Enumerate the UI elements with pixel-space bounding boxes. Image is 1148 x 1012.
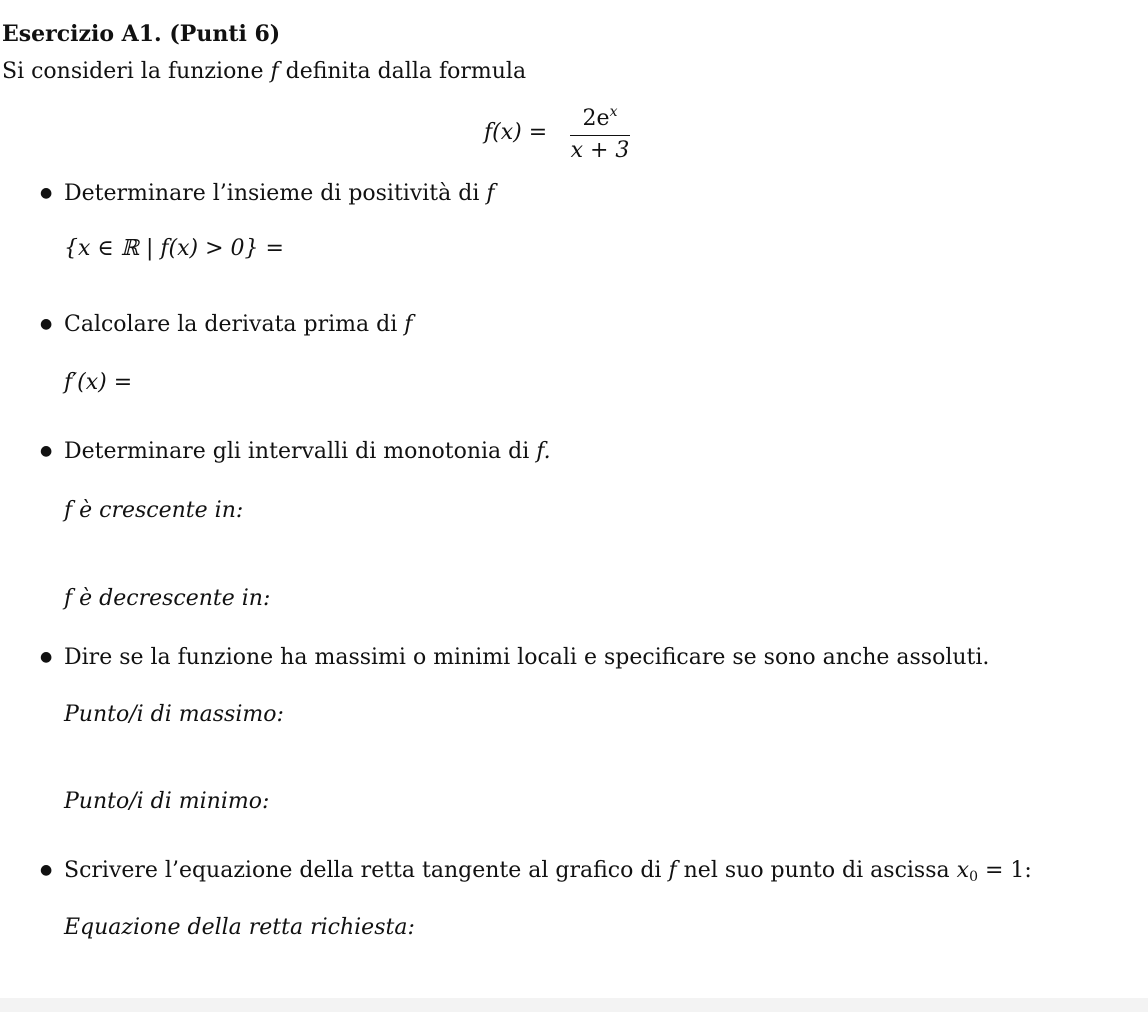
fraction-bar [570, 135, 630, 136]
exercise-title: Esercizio A1. (Punti 6) [2, 21, 281, 47]
answer-tangent-equation: Equazione della retta richiesta: [64, 915, 415, 940]
bullet-icon: ● [40, 443, 53, 459]
item-extrema: Dire se la funzione ha massimi o minimi locali e specificare se sono anche assoluti. [64, 645, 990, 670]
answer-decreasing: f è decrescente in: [64, 586, 271, 611]
item-tangent-line: Scrivere l’equazione della retta tangente al grafico di f nel suo punto di ascissa $x_0 = 1$: [64, 858, 1032, 885]
formula-lhs: f(x) = [484, 120, 548, 145]
formula-denominator: x + 3 [570, 138, 630, 163]
formula-fraction [570, 104, 630, 164]
answer-positivity-set: {x ∈ ℝ | f(x) > 0} = [64, 236, 284, 261]
bullet-icon: ● [40, 316, 53, 332]
bullet-icon: ● [40, 649, 53, 665]
item-monotonicity: Determinare gli intervalli di monotonia di f. [64, 439, 551, 464]
answer-minimum-points: Punto/i di minimo: [64, 789, 270, 814]
formula-numerator: $2e^x$ [582, 104, 618, 131]
item-positivity: Determinare l’insieme di positività di f [64, 181, 495, 206]
page-footer-strip [0, 998, 1148, 1012]
bullet-icon: ● [40, 862, 53, 878]
answer-derivative: f′(x) = [64, 370, 133, 395]
item-derivative: Calcolare la derivata prima di f [64, 312, 413, 337]
answer-increasing: f è crescente in: [64, 498, 244, 523]
answer-maximum-points: Punto/i di massimo: [64, 702, 284, 727]
bullet-icon: ● [40, 185, 53, 201]
intro-text: Si consideri la funzione f definita dalla formula [2, 59, 527, 84]
function-symbol: f [270, 59, 279, 84]
